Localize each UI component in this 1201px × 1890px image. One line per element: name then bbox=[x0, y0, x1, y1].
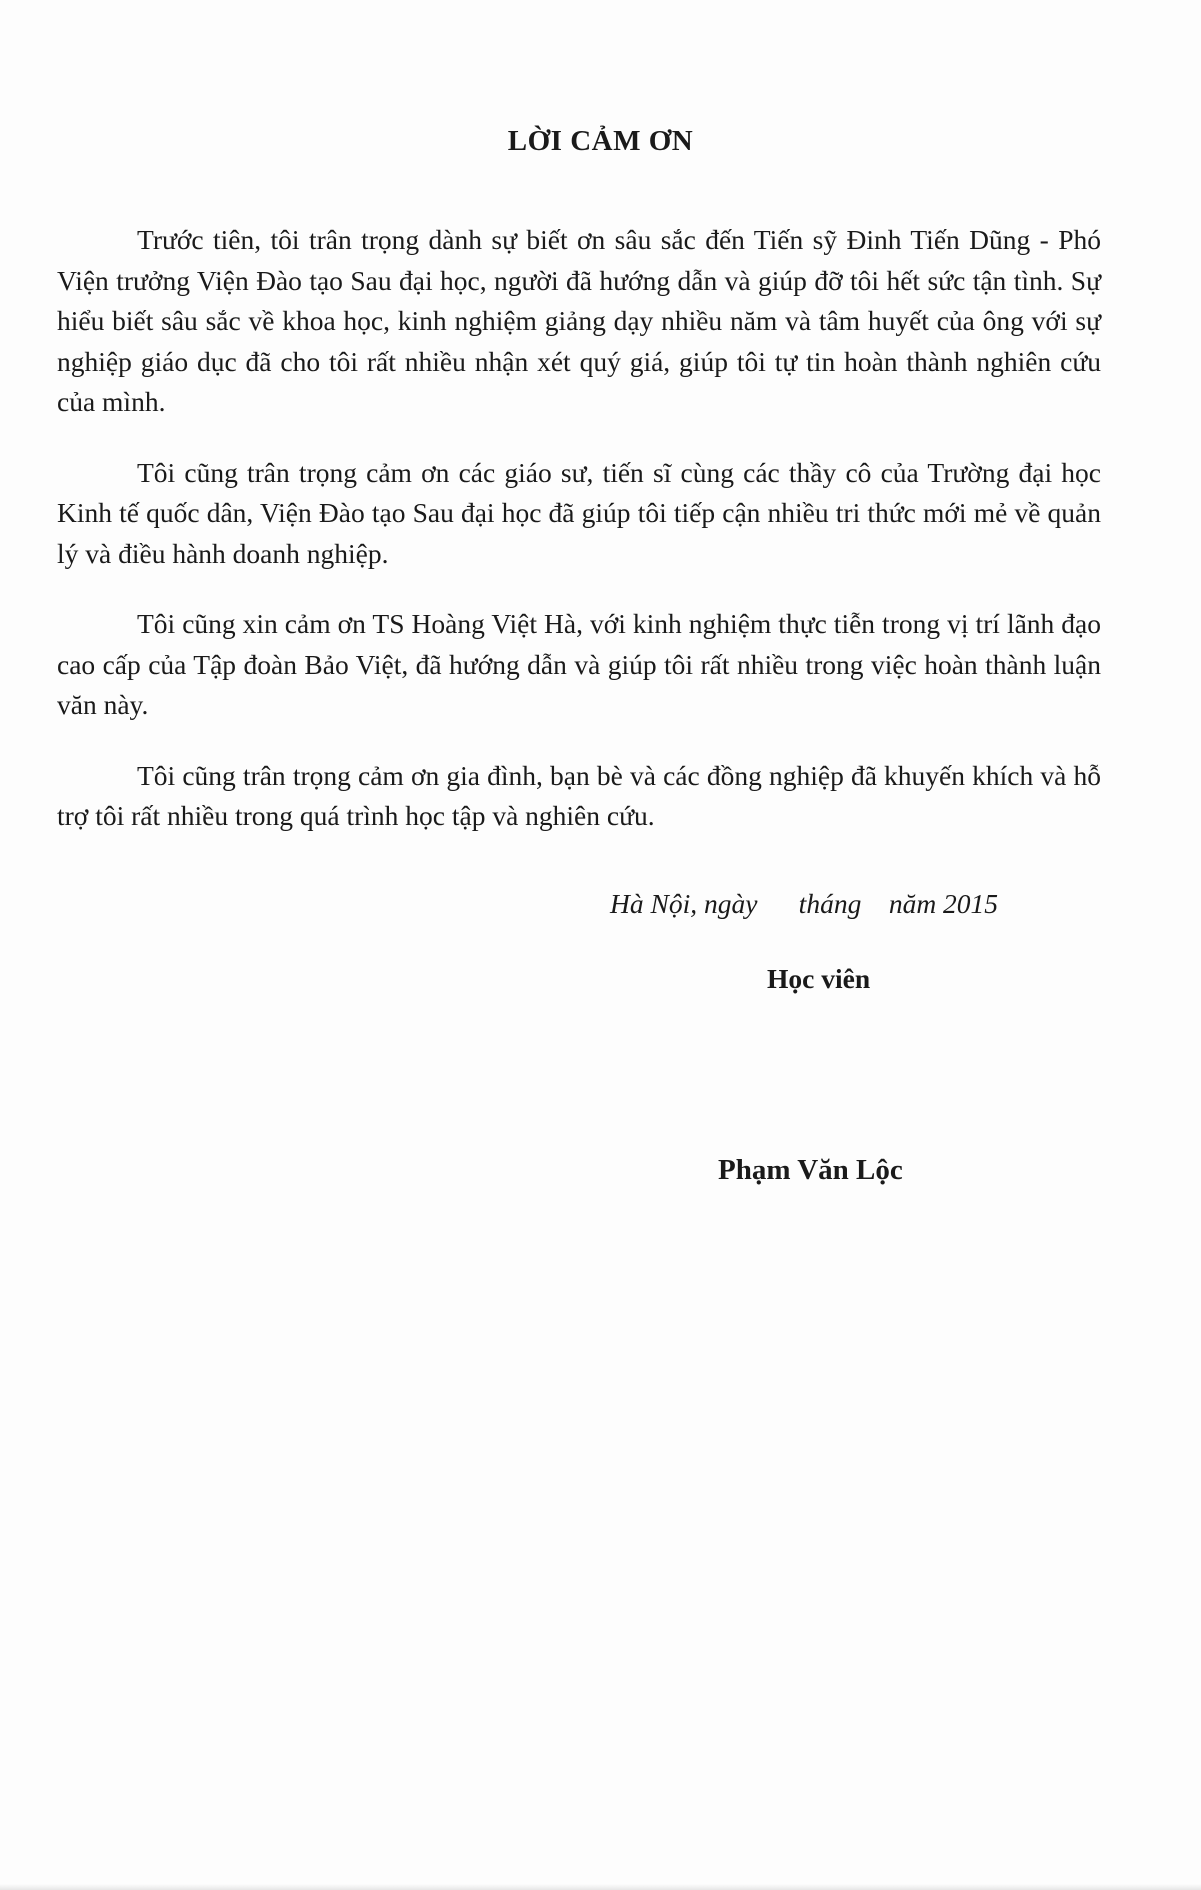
page-bottom-edge bbox=[0, 1884, 1201, 1890]
acknowledgement-body bbox=[57, 220, 1101, 867]
paragraph-4: Tôi cũng trân trọng cảm ơn gia đình, bạn bè và các đồng nghiệp đã khuyến khích và hỗ trợ tôi rất nhiều trong quá trình học tập và nghiên cứu. bbox=[57, 759, 1101, 831]
signature-role: Học viên bbox=[767, 963, 871, 994]
paragraph-2: Tôi cũng trân trọng cảm ơn các giáo sư, tiến sĩ cùng các thầy cô của Trường đại học Kinh tế quốc dân, Viện Đào tạo Sau đại học đã giúp tôi tiếp cận nhiều tri thức mới mẻ về quản lý và điều hành doanh nghiệp. bbox=[57, 456, 1101, 569]
page-title: LỜI CẢM ƠN bbox=[507, 125, 694, 157]
paragraph-1: Trước tiên, tôi trân trọng dành sự biết ơn sâu sắc đến Tiến sỹ Đinh Tiến Dũng - Phó Viện trưởng Viện Đào tạo Sau đại học, người đã hướng dẫn và giúp đỡ tôi hết sức tận tình. Sự hiểu biết sâu sắc về khoa học, kinh nghiệm giảng dạy nhiều năm và tâm huyết của ông với sự nghiệp giáo dục đã cho tôi rất nhiều nhận xét quý giá, giúp tôi tự tin hoàn thành nghiên cứu của mình. bbox=[57, 224, 1101, 417]
signature-name: Phạm Văn Lộc bbox=[718, 1154, 903, 1186]
paragraph-3: Tôi cũng xin cảm ơn TS Hoàng Việt Hà, với kinh nghiệm thực tiễn trong vị trí lãnh đạo cao cấp của Tập đoàn Bảo Việt, đã hướng dẫn và giúp tôi rất nhiều trong việc hoàn thành luận văn này. bbox=[57, 608, 1101, 720]
date-line: Hà Nội, ngày tháng năm 2015 bbox=[610, 888, 999, 919]
